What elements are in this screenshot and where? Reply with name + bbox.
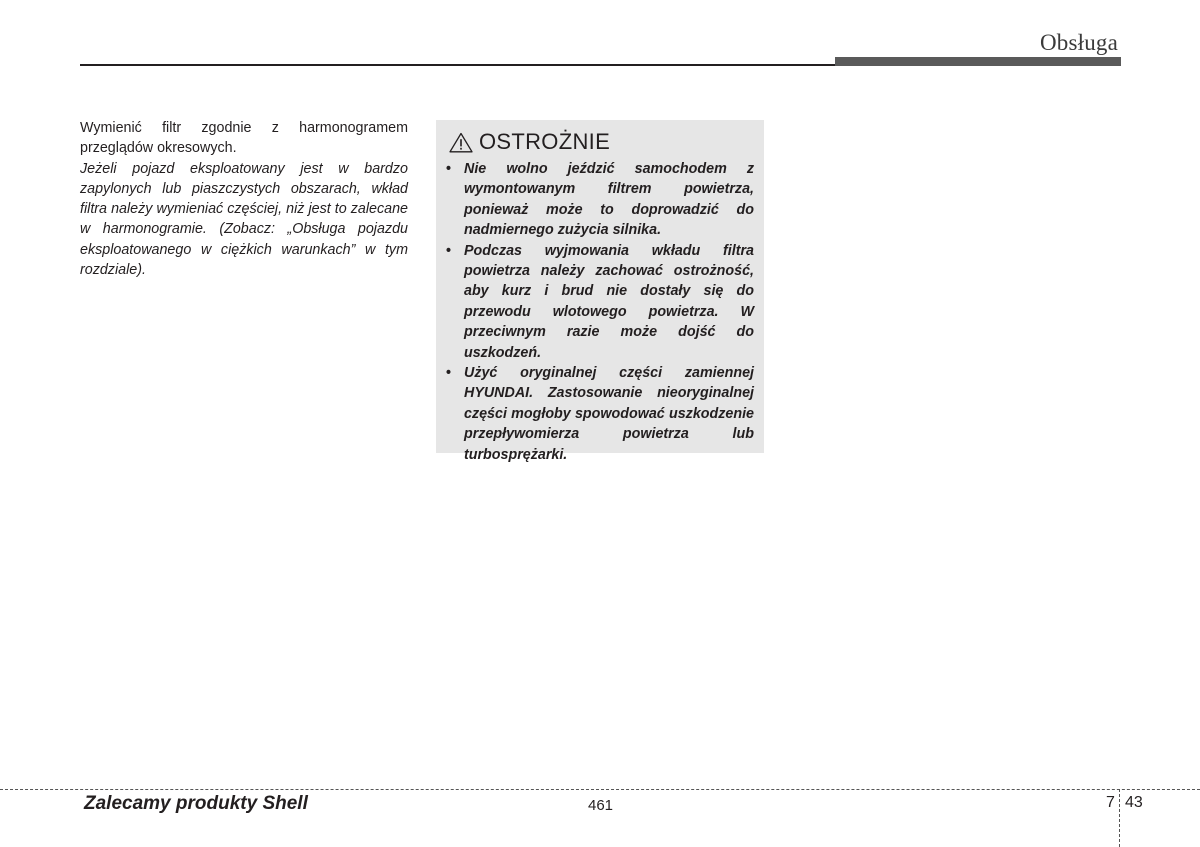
caution-item xyxy=(446,363,754,465)
warning-triangle-icon xyxy=(449,132,473,153)
caution-heading xyxy=(449,129,610,155)
section-title: Obsługa xyxy=(1039,30,1118,55)
footer-dashed-divider xyxy=(1119,789,1120,847)
body-paragraph-italic: Jeżeli pojazd eksploatowany jest w bardzo zapylonych lub piaszczystych obszarach, wkład filtra należy wymieniać częściej, niż jest to zalecane w harmonogramie. (Zobacz: „Obsługa pojazdu eksploatowanego w ciężkich warunkach” w tym rozdziale). xyxy=(80,160,408,279)
header-rule xyxy=(80,64,836,66)
body-paragraph: Wymienić filtr zgodnie z harmonogramem przeglądów okresowych. xyxy=(80,120,408,157)
caution-box xyxy=(436,120,764,463)
page-number: 43 xyxy=(1125,794,1143,811)
bullet: • xyxy=(446,161,452,177)
caution-item-text: Nie wolno jeździć samochodem z wymontowanym filtrem powietrza, ponieważ może to doprowadzić do nadmiernego zużycia silnika. xyxy=(464,161,754,239)
bullet: • xyxy=(446,242,452,259)
caution-item xyxy=(446,241,754,363)
scan-page-number: 461 xyxy=(588,797,614,814)
caution-item-text: Użyć oryginalnej części zamiennej HYUNDAI. Zastosowanie nieoryginalnej części mogłoby spowodować uszkodzenie przepływomierza powietrza lub turbosprężarki. xyxy=(464,365,754,463)
footer-promo-text: Zalecamy produkty Shell xyxy=(84,793,308,814)
caution-item xyxy=(446,159,754,241)
caution-list xyxy=(446,159,754,465)
caution-item-text: Podczas wyjmowania wkładu filtra powietrza należy zachować ostrożność, aby kurz i brud nie dostały się do przewodu wlotowego powietrza. W przeciwnym razie może dojść do uszkodzeń. xyxy=(464,242,754,361)
bullet: • xyxy=(446,365,452,382)
body-text-column xyxy=(80,118,408,280)
footer-dashed-rule xyxy=(0,789,1200,790)
chapter-number: 7 xyxy=(1106,794,1115,811)
caution-heading-text: OSTROŻNIE xyxy=(479,129,611,154)
header-rule-thick xyxy=(835,57,1121,66)
